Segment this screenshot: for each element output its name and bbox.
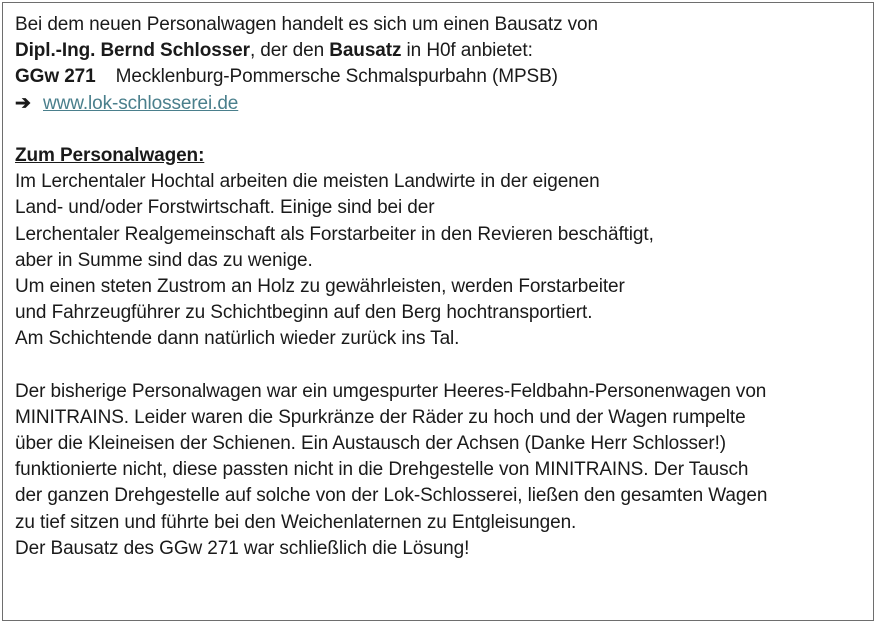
paragraph-line: der ganzen Drehgestelle auf solche von der Lok-Schlosserei, ließen den gesamten Wagen [15,485,768,507]
section-heading: Zum Personalwagen: [15,144,205,166]
intro-text: Bei dem neuen Personalwagen handelt es sich um einen Bausatz von [15,14,598,35]
paragraph-line: aber in Summe sind das zu wenige. [15,249,313,271]
kit-word: Bausatz [329,40,402,62]
author-name: Dipl.-Ing. Bernd Schlosser [15,40,250,62]
model-line [15,64,865,90]
spacer [15,117,865,143]
intro-line-2 [15,38,865,64]
paragraph-line: Am Schichtende dann natürlich wieder zurück ins Tal. [15,328,460,350]
paragraph-line: Land- und/oder Forstwirtschaft. Einige sind bei der [15,197,435,219]
paragraph-line: Der Bausatz des GGw 271 war schließlich die Lösung! [15,537,470,559]
model-code: GGw 271 [15,66,96,88]
paragraph-line: Der bisherige Personalwagen war ein umgespurter Heeres-Feldbahn-Personenwagen von [15,380,767,402]
intro-text-end: in H0f anbietet: [401,40,533,62]
spacer [15,352,865,378]
section1-heading-line [15,143,865,169]
paragraph-line: Um einen steten Zustrom an Holz zu gewährleisten, werden Forstarbeiter [15,275,625,297]
website-link[interactable]: www.lok-schlosserei.de [43,92,239,114]
paragraph-line: funktionierte nicht, diese passten nicht in die Drehgestelle von MINITRAINS. Der Tausch [15,459,749,481]
paragraph-line: MINITRAINS. Leider waren die Spurkränze der Räder zu hoch und der Wagen rumpelte [15,406,746,428]
paragraph-line: Lerchentaler Realgemeinschaft als Forstarbeiter in den Revieren beschäftigt, [15,223,654,245]
intro-line-1 [15,12,865,38]
arrow-right-icon: ➔ [15,92,31,114]
text-box [2,2,874,621]
intro-text-mid: , der den [249,40,330,62]
paragraph-line: Im Lerchentaler Hochtal arbeiten die meisten Landwirte in der eigenen [15,171,600,193]
model-railway: Mecklenburg-Pommersche Schmalspurbahn (MPSB) [115,66,558,88]
paragraph-line: zu tief sitzen und führte bei den Weichenlaternen zu Entgleisungen. [15,511,577,533]
link-line [15,91,865,117]
paragraph-line: und Fahrzeugführer zu Schichtbeginn auf den Berg hochtransportiert. [15,302,593,324]
article-body [15,12,865,562]
paragraph-line: über die Kleineisen der Schienen. Ein Austausch der Achsen (Danke Herr Schlosser!) [15,433,727,454]
